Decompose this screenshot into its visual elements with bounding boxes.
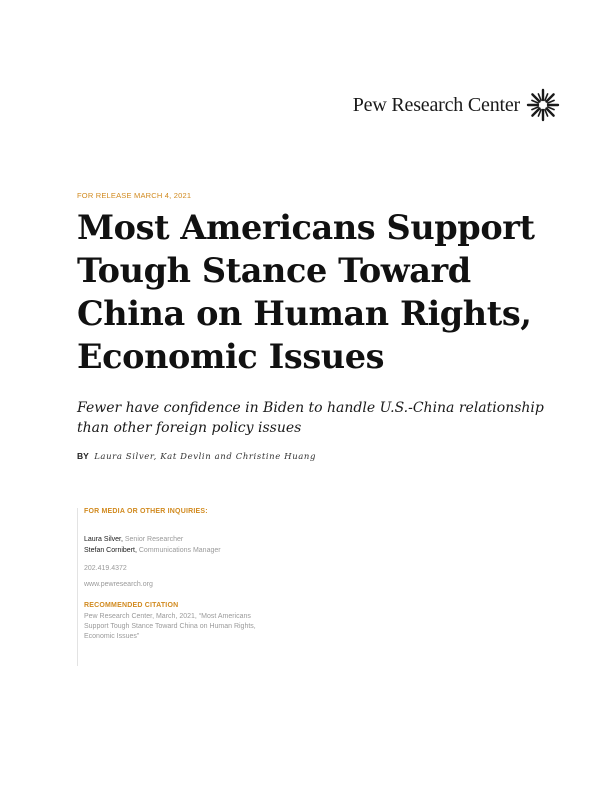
contact-name: Laura Silver, (84, 536, 123, 543)
byline-label: BY (77, 451, 89, 461)
contact-person (84, 545, 304, 556)
media-inquiries-header: FOR MEDIA OR OTHER INQUIRIES: (84, 508, 208, 515)
website-link[interactable]: www.pewresearch.org (84, 581, 153, 588)
contact-phone: 202.419.4372 (84, 565, 127, 572)
sunburst-icon (526, 88, 560, 122)
citation-text: Pew Research Center, March, 2021, “Most Americans Support Tough Stance Toward China on Human Rights, Economic Issues” (84, 613, 256, 640)
logo-text: Pew Research Center (352, 93, 520, 116)
contact-role: Senior Researcher (124, 536, 184, 543)
contact-role: Communications Manager (138, 547, 221, 554)
byline-authors: Laura Silver, Kat Devlin and Christine Huang (94, 452, 317, 462)
citation-header: RECOMMENDED CITATION (84, 602, 179, 609)
release-date: FOR RELEASE MARCH 4, 2021 (77, 191, 192, 200)
byline (77, 451, 316, 462)
report-title: Most Americans Support Tough Stance Toward China on Human Rights, Economic Issues (77, 208, 535, 376)
media-contact-box (77, 508, 304, 666)
report-subtitle: Fewer have confidence in Biden to handle U.S.-China relationship than other foreign policy issues (77, 400, 544, 436)
contact-person (84, 534, 304, 545)
pew-logo (353, 88, 560, 122)
contact-name: Stefan Cornibert, (84, 547, 137, 554)
